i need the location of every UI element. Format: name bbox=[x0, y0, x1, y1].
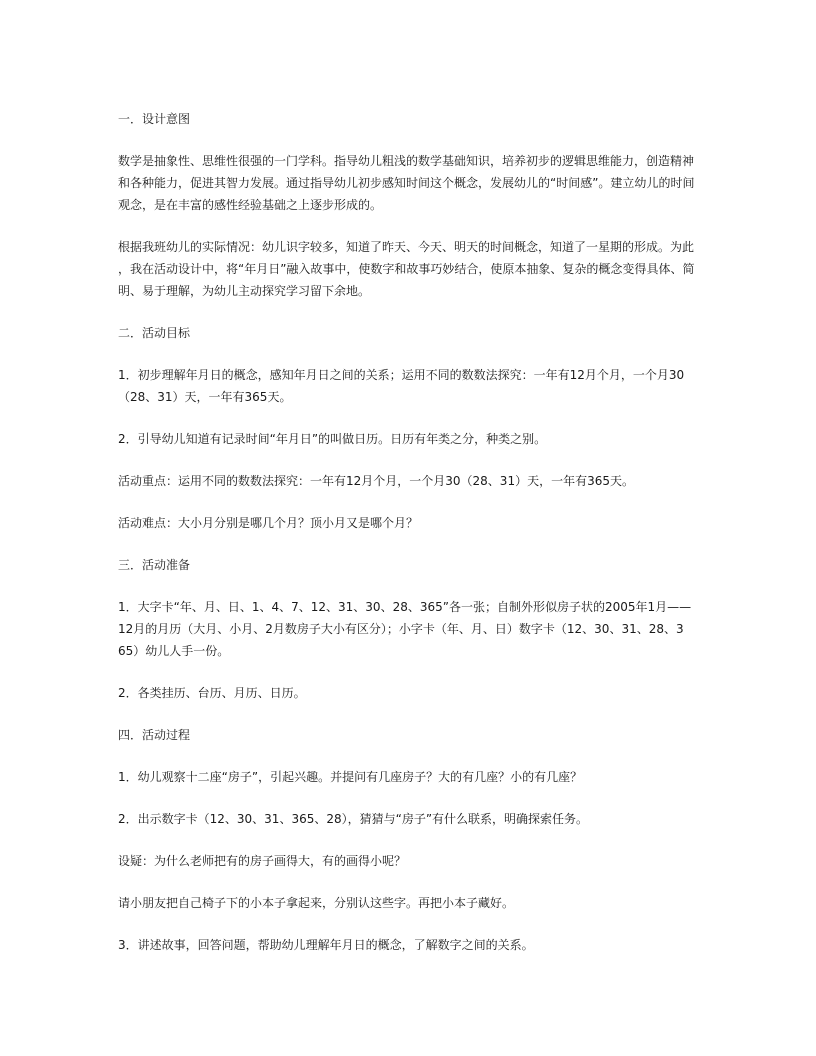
section-heading-preparation: 三．活动准备 bbox=[118, 558, 191, 572]
activity-key-point: 活动重点：运用不同的数数法探究：一年有12月个月，一个月30（28、31）天，一年有365天。 bbox=[118, 474, 634, 488]
section-heading-design-intent: 一．设计意图 bbox=[118, 112, 191, 126]
section-heading-goals: 二．活动目标 bbox=[118, 326, 191, 340]
process-question: 设疑：为什么老师把有的房子画得大，有的画得小呢？ bbox=[118, 854, 407, 868]
paragraph-math-nature: 数学是抽象性、思维性很强的一门学科。指导幼儿粗浅的数学基础知识，培养初步的逻辑思维能力，创造精神 和各种能力，促进其智力发展。通过指导幼儿初步感知时间这个概念，发展幼儿的“时间感”。建立幼儿的时间 观念，是在丰富的感性经验基础之上逐步形成的。 bbox=[118, 154, 695, 212]
process-item-3: 3．讲述故事，回答问题，帮助幼儿理解年月日的概念，了解数字之间的关系。 bbox=[118, 938, 534, 952]
process-item-2: 2．出示数字卡（12、30、31、365、28），猜猜与“房子”有什么联系，明确探索任务。 bbox=[118, 812, 589, 826]
activity-difficulty: 活动难点：大小月分别是哪几个月？顶小月又是哪个月？ bbox=[118, 516, 419, 530]
process-instruction: 请小朋友把自己椅子下的小本子拿起来，分别认这些字。再把小本子藏好。 bbox=[118, 896, 515, 910]
goal-item-1: 1．初步理解年月日的概念，感知年月日之间的关系；运用不同的数数法探究：一年有12月个月，一个月30 （28、31）天，一年有365天。 bbox=[118, 368, 685, 404]
preparation-item-2: 2．各类挂历、台历、月历、日历。 bbox=[118, 686, 306, 700]
paragraph-class-situation: 根据我班幼儿的实际情况：幼儿识字较多，知道了昨天、今天、明天的时间概念，知道了一星期的形成。为此 ，我在活动设计中，将“年月日”融入故事中，使数字和故事巧妙结合，使原本抽象、复杂的概念变得具体、简 明、易于理解，为幼儿主动探究学习留下余地。 bbox=[118, 240, 695, 298]
preparation-item-1: 1．大字卡“年、月、日、1、4、7、12、31、30、28、365”各一张；自制外形似房子状的2005年1月—— 12月的月历（大月、小月、2月数房子大小有区分）；小字卡（年、月、日）数字卡（12、30、31、28、3 65）幼儿人手一份。 bbox=[118, 600, 692, 658]
section-heading-process: 四．活动过程 bbox=[118, 728, 191, 742]
process-item-1: 1．幼儿观察十二座“房子”，引起兴趣。并提问有几座房子？大的有几座？小的有几座？ bbox=[118, 770, 583, 784]
document-body bbox=[118, 108, 698, 976]
goal-item-2: 2．引导幼儿知道有记录时间“年月日”的叫做日历。日历有年类之分，种类之别。 bbox=[118, 432, 547, 446]
